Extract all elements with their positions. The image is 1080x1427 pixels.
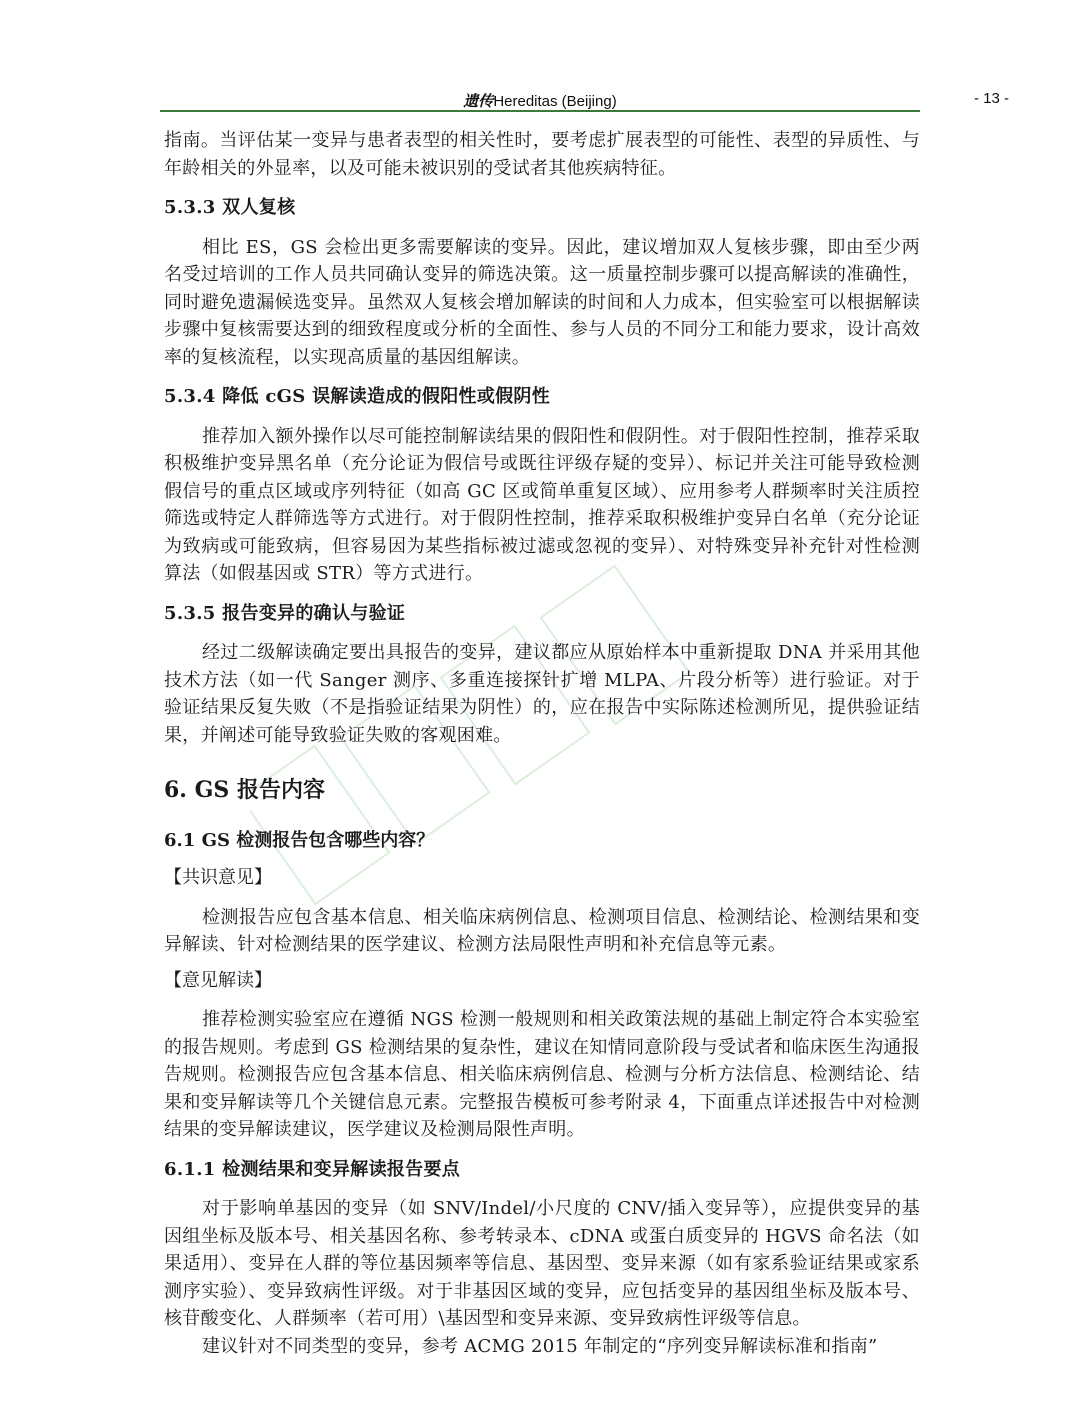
heading-6-1: 6.1 GS 检测报告包含哪些内容？ <box>164 830 435 851</box>
paragraph-continuation: 指南。当评估某一变异与患者表型的相关性时，要考虑扩展表型的可能性、表型的异质性、与年龄相关的外显率，以及可能未被识别的受试者其他疾病特征。 <box>164 130 920 179</box>
interpretation-text: 推荐检测实验室应在遵循 NGS 检测一般规则和相关政策法规的基础上制定符合本实验室的报告规则。考虑到 GS 检测结果的复杂性，建议在知情同意阶段与受试者和临床医生沟通报告规则。检测报告应包含基本信息、相关临床病例信息、检测与分析方法信息、检测结论、结果和变异解读等几个关键信息元素。完整报告模板可参考附录 4，下面重点详述报告中对检测结果的变异解读建议，医学建议及检测局限性声明。 <box>164 1009 920 1140</box>
page-body <box>164 127 920 1360</box>
consensus-label: 【共识意见】 <box>164 867 272 888</box>
journal-title-cn: 遗传 <box>463 92 494 110</box>
interpretation-label: 【意见解读】 <box>164 969 272 991</box>
paragraph-5-3-5: 经过二级解读确定要出具报告的变异，建议都应从原始样本中重新提取 DNA 并采用其他技术方法（如一代 Sanger 测序、多重连接探针扩增 MLPA、片段分析等）进行验证。对于验证结果反复失败（不是指验证结果为阴性）的，应在报告中实际陈述检测所见，提供验证结果，并阐述可能导致验证失败的客观困难。 <box>164 642 920 746</box>
consensus-text: 检测报告应包含基本信息、相关临床病例信息、检测项目信息、检测结论、检测结果和变异解读、针对检测结果的医学建议、检测方法局限性声明和补充信息等元素。 <box>164 906 920 955</box>
paragraph-5-3-3: 相比 ES，GS 会检出更多需要解读的变异。因此，建议增加双人复核步骤，即由至少两名受过培训的工作人员共同确认变异的筛选决策。这一质量控制步骤可以提高解读的准确性，同时避免遗漏候选变异。虽然双人复核会增加解读的时间和人力成本，但实验室可以根据解读步骤中复核需要达到的细致程度或分析的全面性、参与人员的不同分工和能力要求，设计高效率的复核流程，以实现高质量的基因组解读。 <box>164 236 920 368</box>
heading-5-3-5: 5.3.5 报告变异的确认与验证 <box>164 602 406 624</box>
page-number: - 13 - <box>974 90 1010 107</box>
paragraph-6-1-1-a: 对于影响单基因的变异（如 SNV/Indel/小尺度的 CNV/插入变异等），应提供变异的基因组坐标及版本号、相关基因名称、参考转录本、cDNA 或蛋白质变异的 HGVS 命名法（如果适用）、变异在人群的等位基因频率等信息、基因型、变异来源（如有家系验证结果或家系测序实验）、变异致病性评级。对于非基因区域的变异，应包括变异的基因组坐标及版本号、核苷酸变化、人群频率（若可用）\基因型和变异来源、变异致病性评级等信息。 <box>164 1198 920 1329</box>
running-header <box>160 88 920 112</box>
journal-title-en: Hereditas (Beijing) <box>493 93 617 110</box>
heading-5-3-4: 5.3.4 降低 cGS 误解读造成的假阳性或假阴性 <box>164 386 551 407</box>
heading-6-1-1: 6.1.1 检测结果和变异解读报告要点 <box>164 1158 461 1180</box>
paragraph-6-1-1-b: 建议针对不同类型的变异，参考 ACMG 2015 年制定的“序列变异解读标准和指南” <box>202 1335 878 1357</box>
heading-section-6: 6. GS 报告内容 <box>164 777 325 803</box>
journal-title <box>160 90 920 111</box>
heading-5-3-3: 5.3.3 双人复核 <box>164 197 296 218</box>
paragraph-5-3-4: 推荐加入额外操作以尽可能控制解读结果的假阳性和假阴性。对于假阳性控制，推荐采取积极维护变异黑名单（充分论证为假信号或既往评级存疑的变异）、标记并关注可能导致检测假信号的重点区域或序列特征（如高 GC 区或简单重复区域）、应用参考人群频率时关注质控筛选或特定人群筛选等方式进行。对于假阴性控制，推荐采取积极维护变异白名单（充分论证为致病或可能致病，但容易因为某些指标被过滤或忽视的变异）、对特殊变异补充针对性检测算法（如假基因或 STR）等方式进行。 <box>164 425 920 584</box>
